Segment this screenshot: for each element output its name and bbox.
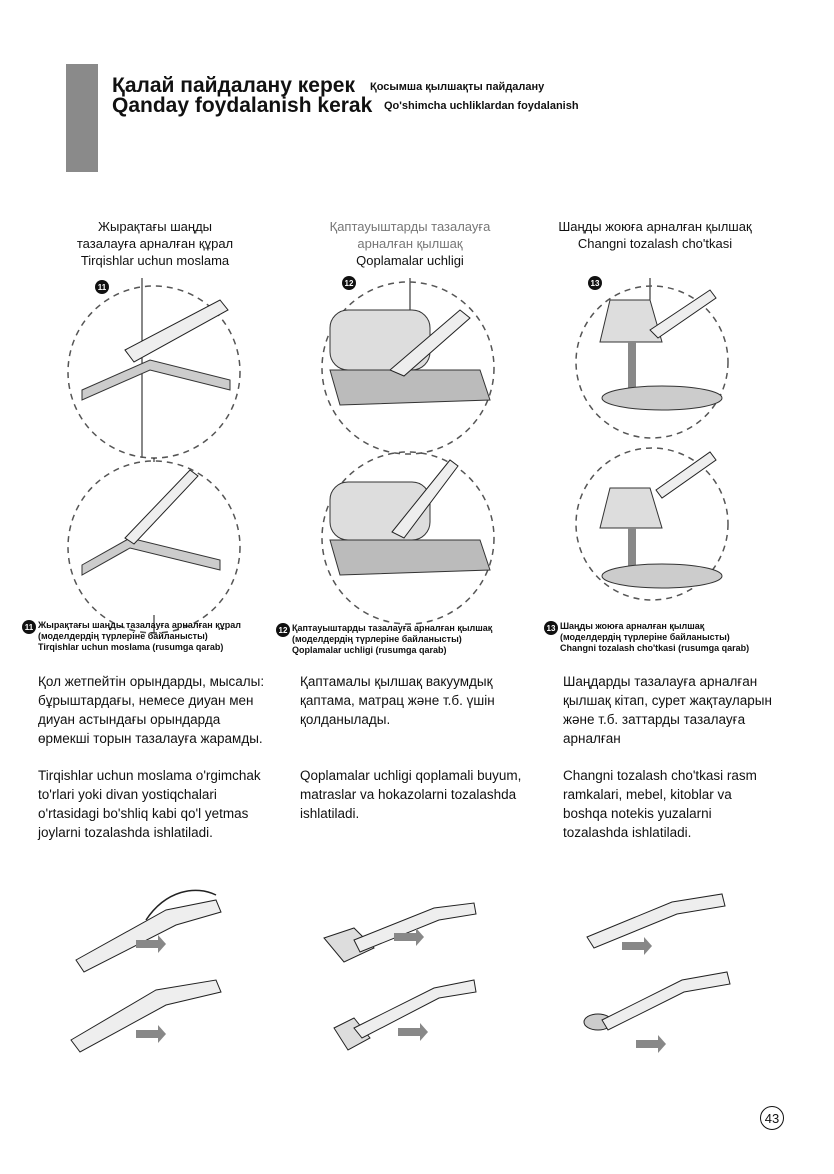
dusting-brush-illustration xyxy=(570,270,750,620)
section-marker-bar xyxy=(66,64,98,172)
crevice-attach-diagram xyxy=(66,880,231,1060)
page-subtitle-kz: Қосымша қылшақты пайдалану xyxy=(370,81,545,93)
step-badge-13: 13 xyxy=(588,276,602,290)
description-kz-upholstery: Қаптамалы қылшақ вакуумдық қаптама, матрац және т.б. үшін қолданылады. xyxy=(300,674,495,727)
caption-upholstery: 12 Қаптауыштарды тазалауға арналған қылшақ (моделдердің түрлеріне байланысты) Qoplamalar uchligi (rusumga qarab) xyxy=(292,623,492,656)
column-title-upholstery: Қаптауыштарды тазалауға арналған қылшақ Qoplamalar uchligi xyxy=(329,219,491,268)
crevice-tool-illustration xyxy=(70,270,250,620)
column-title-crevice: Жырақтағы шаңды тазалауға арналған құрал Tirqishlar uchun moslama xyxy=(76,219,234,268)
description-kz-crevice: Қол жетпейтін орындарды, мысалы: бұрыштардағы, немесе диуан мен диуан астындағы орындарда өрмекші торын тазалауға жарамды. xyxy=(38,674,265,746)
upholstery-tool-illustration xyxy=(320,270,500,620)
column-title-dusting: Шаңды жоюға арналған қылшақ Changni tozalash cho'tkasi xyxy=(558,219,752,251)
page-subtitle-uz: Qo'shimcha uchliklardan foydalanish xyxy=(384,100,579,112)
description-uz-upholstery: Qoplamalar uchligi qoplamali buyum, matraslar va hokazolarni tozalashda ishlatiladi. xyxy=(300,768,522,821)
caption-crevice: 11 Жырақтағы шаңды тазалауға арналған құрал (моделдердің түрлеріне байланысты) Tirqishlar uchun moslama (rusumga qarab) xyxy=(38,620,241,653)
step-badge-11: 11 xyxy=(95,280,109,294)
dusting-attach-diagram xyxy=(572,872,737,1057)
description-uz-crevice: Tirqishlar uchun moslama o'rgimchak to'rlari yoki divan yostiqchalari o'rtasidagi bo'shliq kabi qo'l yetmas joylarni tozalashda ishlatiladi. xyxy=(38,768,261,840)
caption-dusting: 13 Шаңды жоюға арналған қылшақ (моделдердің түрлеріне байланысты) Changni tozalash cho'tkasi (rusumga qarab) xyxy=(560,621,749,654)
description-uz-dusting: Changni tozalash cho'tkasi rasm ramkalari, mebel, kitoblar va boshqa notekis yuzalarni tozalashda ishlatiladi. xyxy=(563,768,757,840)
upholstery-attach-diagram xyxy=(314,878,479,1063)
page-number: 43 xyxy=(760,1106,784,1130)
page-title-kz: Қалай пайдалану керек xyxy=(112,74,355,97)
step-badge-12: 12 xyxy=(342,276,356,290)
description-kz-dusting: Шаңдарды тазалауға арналған қылшақ кітап, сурет жақтауларын және т.б. заттарды тазалауға арналған xyxy=(563,674,772,746)
page-title-uz: Qanday foydalanish kerak xyxy=(112,94,373,117)
